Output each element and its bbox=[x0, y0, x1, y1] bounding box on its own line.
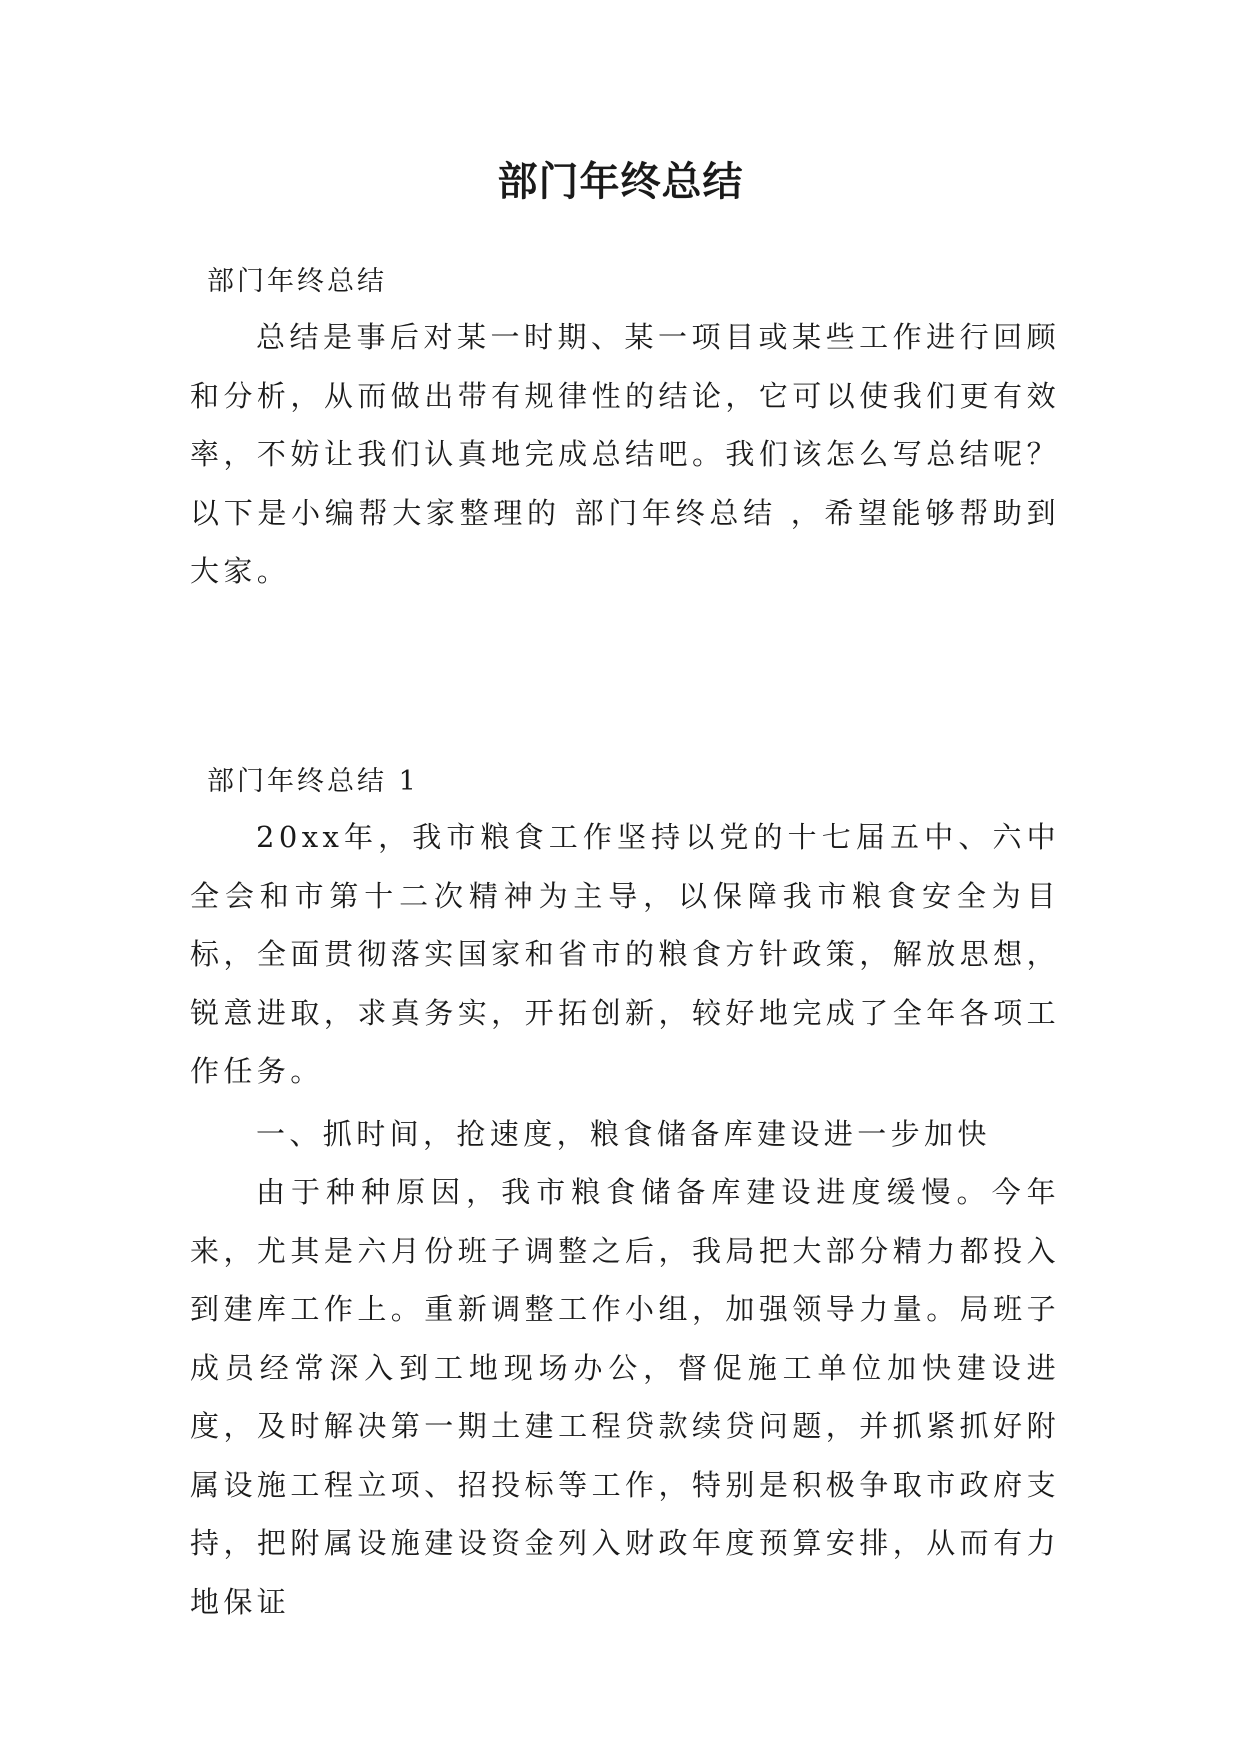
subsection-1-heading: 一、抓时间，抢速度，粮食储备库建设进一步加快 bbox=[256, 1117, 991, 1151]
subsection-1-paragraph: 由于种种原因，我市粮食储备库建设进度缓慢。今年来，尤其是六月份班子调整之后，我局把大部分精力都投入到建库工作上。重新调整工作小组，加强领导力量。局班子成员经常深入到工地现场办公，督促施工单位加快建设进度，及时解决第一期土建工程贷款续贷问题，并抓紧抓好附属设施工程立项、招投标等工作，特别是积极争取市政府支持，把附属设施建设资金列入财政年度预算安排，从而有力地保证 bbox=[190, 1175, 1060, 1619]
intro-paragraph: 总结是事后对某一时期、某一项目或某些工作进行回顾和分析，从而做出带有规律性的结论，它可以使我们更有效率，不妨让我们认真地完成总结吧。我们该怎么写总结呢？以下是小编帮大家整理的 部门年终总结 ，希望能够帮助到大家。 bbox=[190, 320, 1060, 588]
section-1-paragraph: 20xx年，我市粮食工作坚持以党的十七届五中、六中全会和市第十二次精神为主导，以保障我市粮食安全为目标，全面贯彻落实国家和省市的粮食方针政策，解放思想，锐意进取，求真务实，开拓创新，较好地完成了全年各项工作任务。 bbox=[190, 820, 1060, 1088]
section-1-heading: 部门年终总结 1 bbox=[207, 766, 419, 797]
intro-heading: 部门年终总结 bbox=[207, 266, 387, 297]
document-title: 部门年终总结 bbox=[497, 159, 744, 205]
